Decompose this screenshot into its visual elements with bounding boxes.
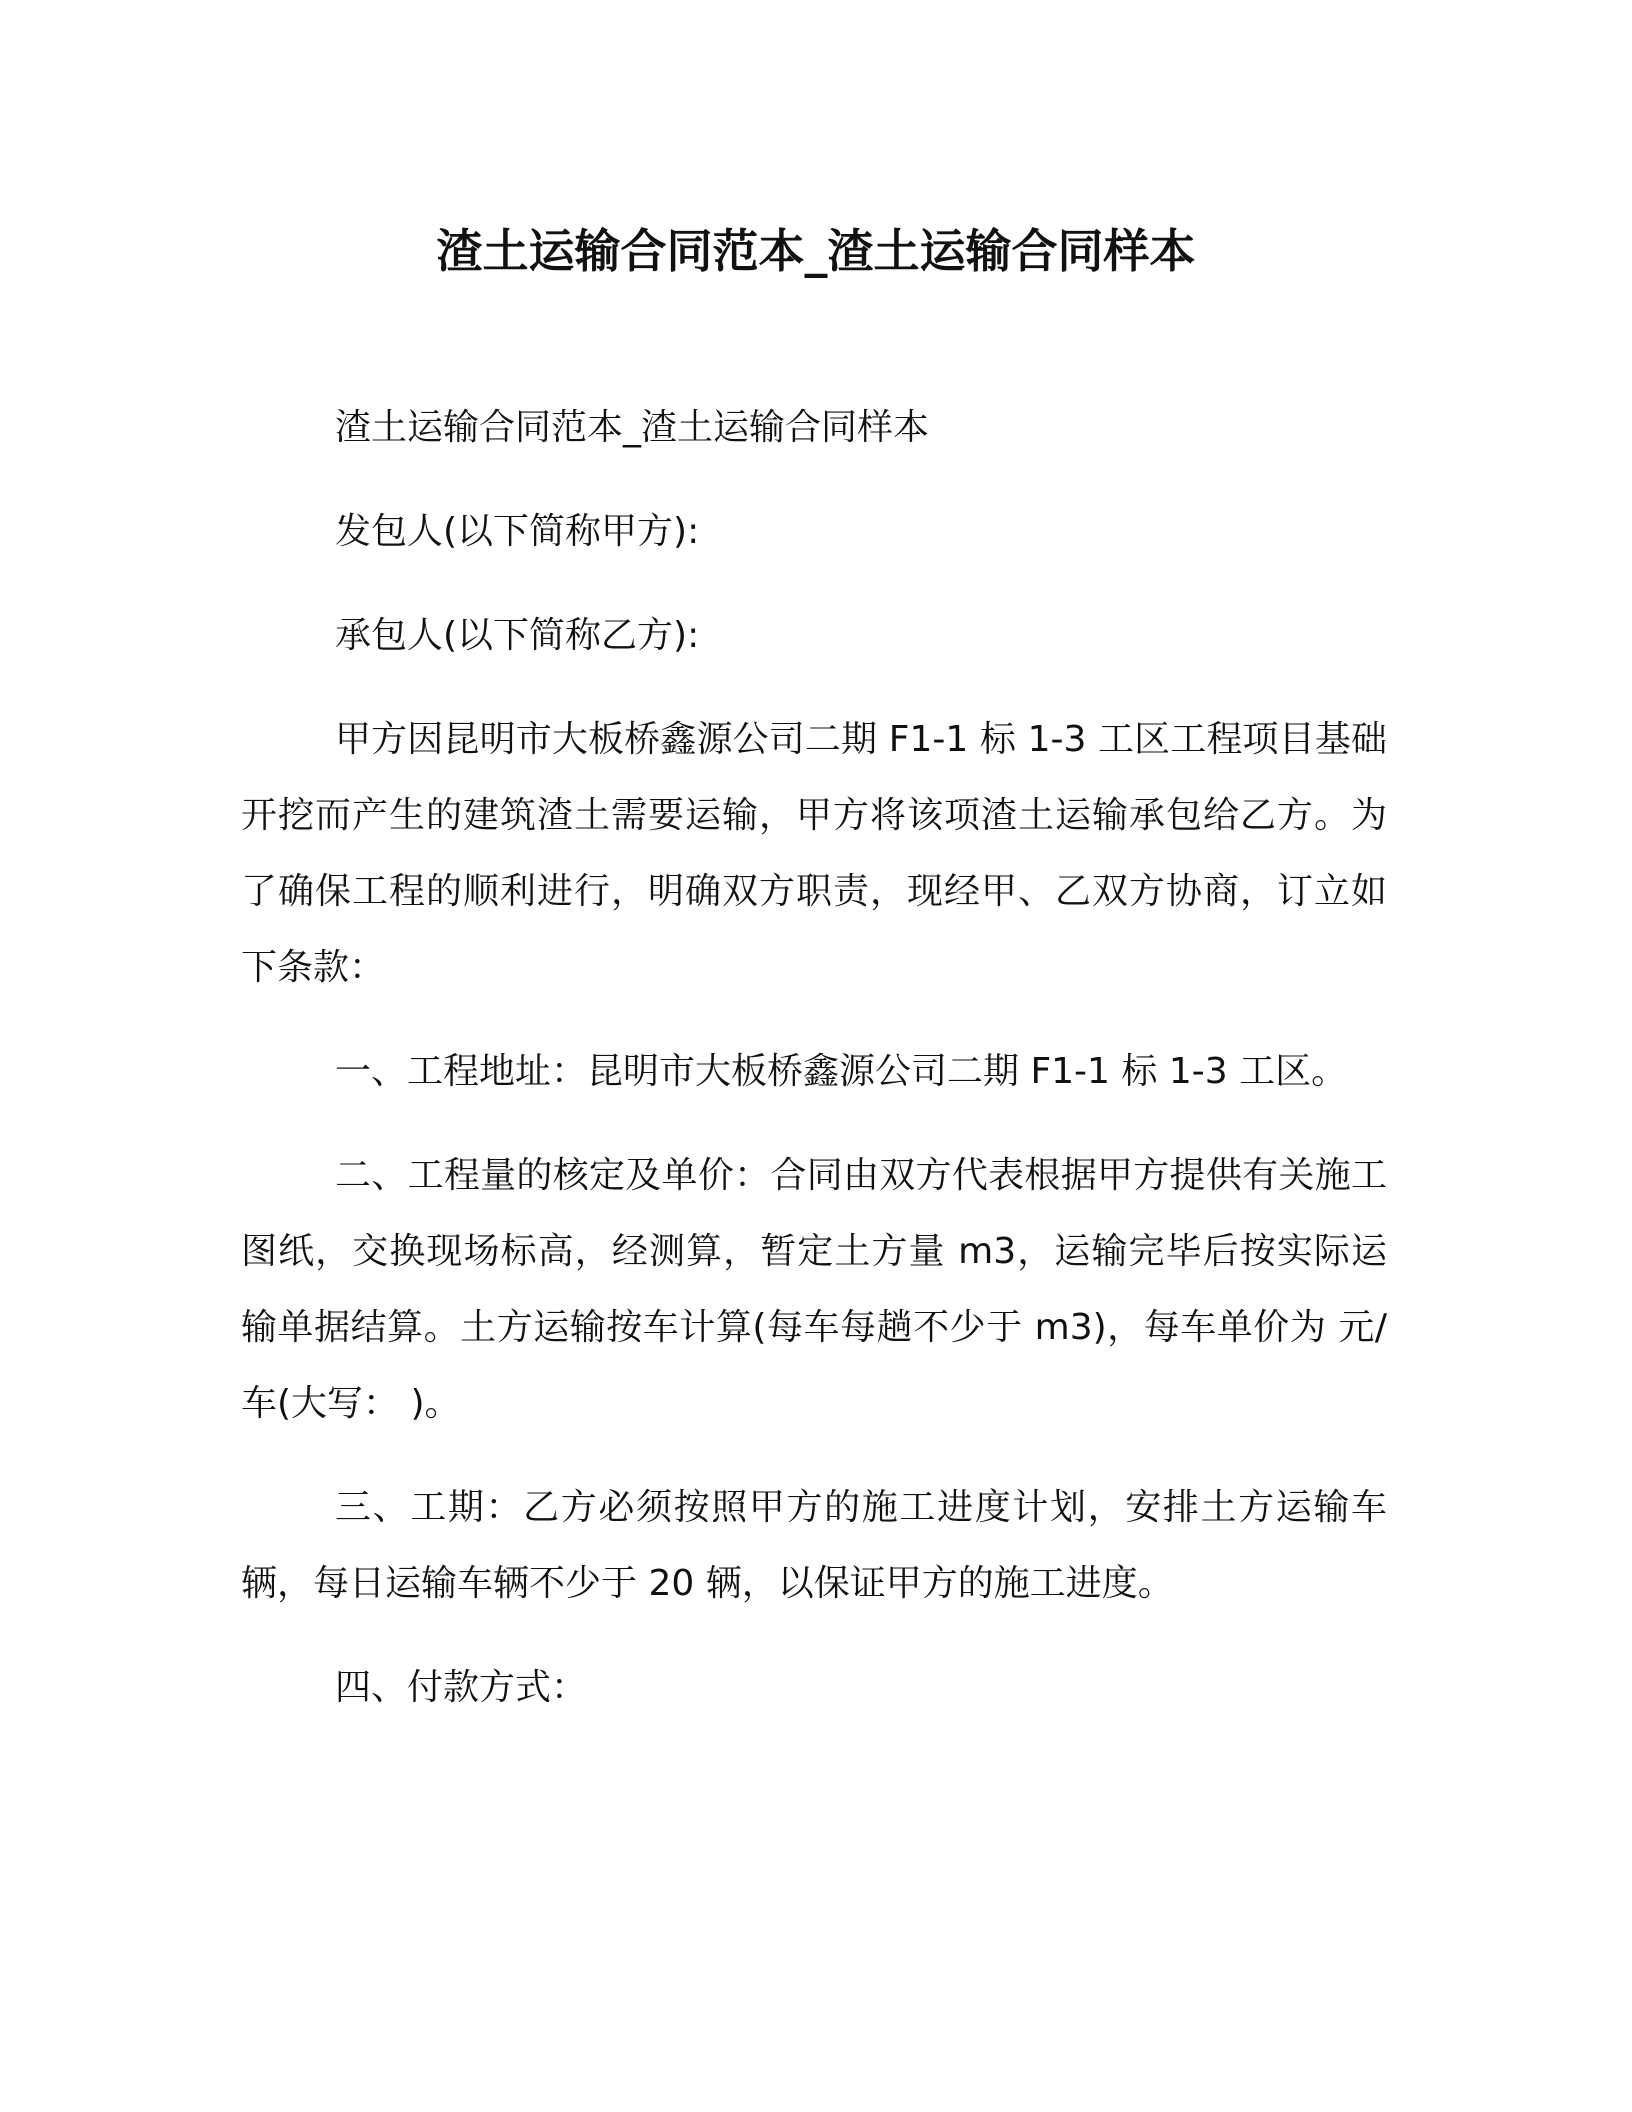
paragraph-preamble: 甲方因昆明市大板桥鑫源公司二期 F1-1 标 1-3 工区工程项目基础开挖而产生的建筑渣土需要运输，甲方将该项渣土运输承包给乙方。为了确保工程的顺利进行，明确双方职责，现经甲、乙双方协商，订立如下条款： — [241, 719, 1387, 988]
paragraph-clause-4: 四、付款方式： — [335, 1667, 588, 1708]
document-title: 渣土运输合同范本_渣土运输合同样本 — [436, 224, 1196, 278]
document-body — [241, 390, 1387, 1754]
paragraph-party-b: 承包人(以下简称乙方): — [335, 615, 700, 656]
paragraph-party-a: 发包人(以下简称甲方): — [335, 511, 700, 552]
paragraph-clause-3: 三、工期：乙方必须按照甲方的施工进度计划，安排土方运输车辆，每日运输车辆不少于 20 辆，以保证甲方的施工进度。 — [241, 1487, 1387, 1604]
paragraph-clause-2: 二、工程量的核定及单价：合同由双方代表根据甲方提供有关施工图纸，交换现场标高，经测算，暂定土方量 m3，运输完毕后按实际运输单据结算。土方运输按车计算(每车每趟不少于 m3)，每车单价为 元/车(大写： )。 — [241, 1155, 1387, 1424]
paragraph-subtitle: 渣土运输合同范本_渣土运输合同样本 — [335, 407, 930, 448]
paragraph-clause-1: 一、工程地址：昆明市大板桥鑫源公司二期 F1-1 标 1-3 工区。 — [335, 1051, 1348, 1092]
